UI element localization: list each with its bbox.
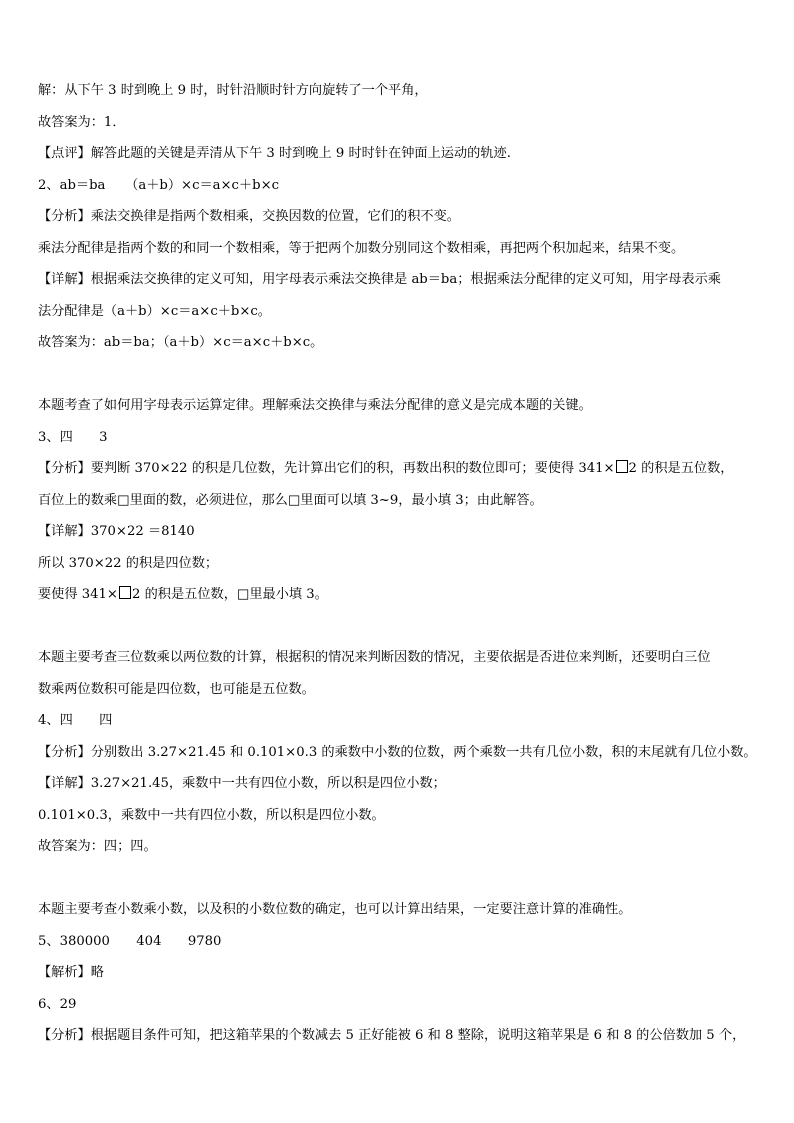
comment-line: 【点评】解答此题的关键是弄清从下午 3 时到晚上 9 时时针在钟面上运动的轨迹.: [38, 146, 511, 161]
summary-line: 本题主要考查小数乘小数，以及积的小数位数的确定，也可以计算出结果，一定要注意计算的准确性。: [38, 902, 632, 917]
question-4-answer: 4、四 四: [38, 713, 113, 728]
analysis-line: 【分析】分别数出 3.27×21.45 和 0.101×0.3 的乘数中小数的位数，两个乘数一共有几位小数，积的末尾就有几位小数。: [38, 745, 757, 760]
detail-line: 0.101×0.3，乘数中一共有四位小数，所以积是四位小数。: [38, 808, 385, 823]
analysis-line: 【分析】乘法交换律是指两个数相乘，交换因数的位置，它们的积不变。: [38, 209, 460, 224]
detail-line: 所以 370×22 的积是四位数；: [38, 556, 219, 571]
blank-box: [616, 460, 628, 473]
answer-line: 故答案为：1．: [38, 115, 126, 130]
summary-line: 本题主要考查三位数乘以两位数的计算，根据积的情况来判断因数的情况，主要依据是否进位来判断，还要明白三位: [38, 650, 711, 665]
detail-line: 【详解】根据乘法交换律的定义可知，用字母表示乘法交换律是 ab＝ba；根据乘法分配律的定义可知，用字母表示乘: [38, 272, 721, 287]
solution-line: 解：从下午 3 时到晚上 9 时，时针沿顺时针方向旋转了一个平角，: [38, 83, 428, 98]
summary-line: 数乘两位数积可能是四位数，也可能是五位数。: [38, 682, 315, 697]
detail-line: 法分配律是（a＋b）×c＝a×c＋b×c。: [38, 304, 271, 319]
text-segment: 要使得 341×: [38, 587, 118, 602]
question-3-answer: 3、四 3: [38, 430, 108, 445]
analysis-line: 乘法分配律是指两个数的和同一个数相乘，等于把两个加数分别同这个数相乘，再把两个积加起来，结果不变。: [38, 241, 685, 256]
text-segment: 【分析】要判断 370×22 的积是几位数，先计算出它们的积，再数出积的数位即可；要使得 341×: [38, 461, 615, 476]
answer-line: 故答案为：四；四。: [38, 839, 157, 854]
summary-line: 本题考查了如何用字母表示运算定律。理解乘法交换律与乘法分配律的意义是完成本题的关键。: [38, 398, 592, 413]
question-2-answer: 2、ab＝ba （a＋b）×c＝a×c＋b×c: [38, 178, 279, 193]
question-6-answer: 6、29: [38, 997, 77, 1012]
explanation-line: 【解析】略: [38, 965, 104, 980]
detail-line: 【详解】370×22 ＝8140: [38, 524, 195, 539]
analysis-line: 【分析】根据题目条件可知，把这箱苹果的个数减去 5 正好能被 6 和 8 整除，说明这箱苹果是 6 和 8 的公倍数加 5 个，: [38, 1028, 746, 1043]
detail-line: 【详解】3.27×21.45，乘数中一共有四位小数，所以积是四位小数；: [38, 776, 446, 791]
answer-line: 故答案为：ab＝ba；（a＋b）×c＝a×c＋b×c。: [38, 335, 324, 350]
text-segment: 2 的积是五位数，□里最小填 3。: [131, 587, 328, 602]
detail-line: [38, 586, 764, 604]
blank-box: [119, 586, 131, 599]
analysis-line: 百位上的数乘□里面的数，必须进位，那么□里面可以填 3~9，最小填 3；由此解答。: [38, 493, 543, 508]
question-5-answer: 5、380000 404 9780: [38, 934, 222, 949]
text-segment: 2 的积是五位数，: [628, 461, 734, 476]
analysis-line: [38, 460, 764, 478]
